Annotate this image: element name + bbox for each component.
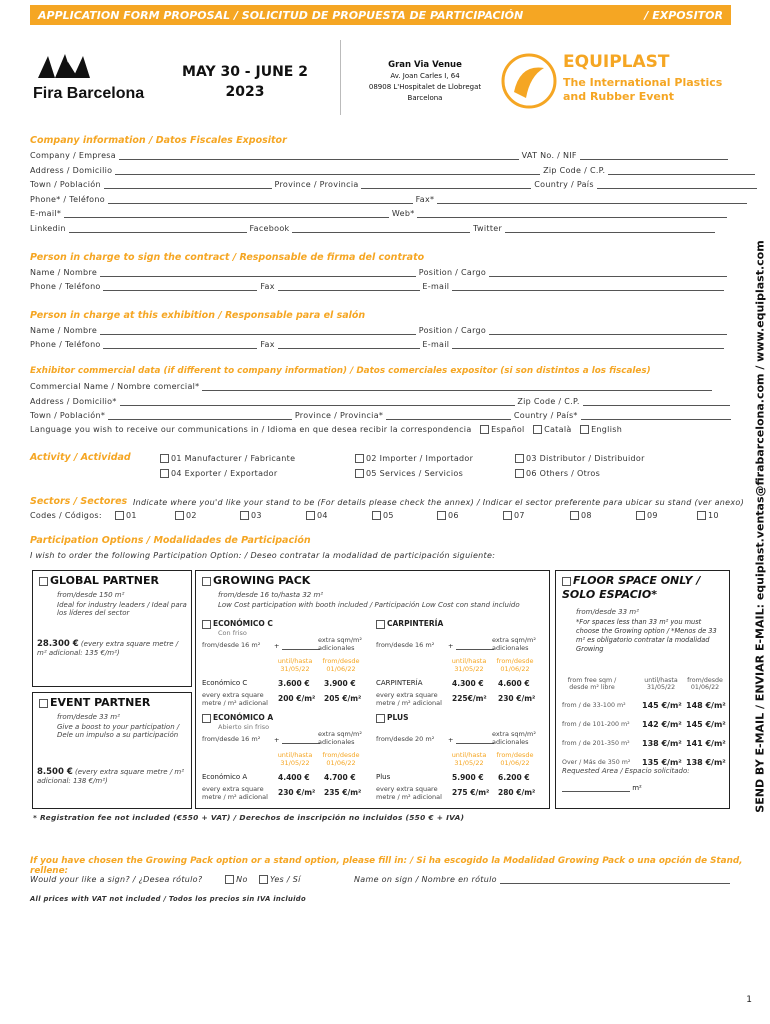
sector-code-04[interactable]: 04 [306,511,328,520]
requested-area-field[interactable] [562,783,630,792]
activity-opt-1[interactable]: 01 Manufacturer / Fabricante [160,454,295,463]
event-name: EQUIPLAST [563,52,670,72]
company-row-4: Phone* / Teléfono Fax* [30,195,747,204]
commercial-section-title: Exhibitor commercial data (if different to company information) / Datos comerciales expositor (si son distintos a los fiscales) [30,366,651,376]
contract-row-2: Phone / Teléfono Fax E-mail [30,282,724,291]
exhibition-email-field[interactable] [452,340,724,349]
linkedin-field[interactable] [69,224,247,233]
contract-name-field[interactable] [100,268,416,277]
extra-sqm-field[interactable] [456,735,494,744]
divider [340,40,341,115]
lang-ca-checkbox[interactable] [533,425,542,434]
pack-checkbox[interactable] [202,714,211,723]
contract-section-title: Person in charge to sign the contract / Responsable de firma del contrato [30,252,425,263]
activity-opt-2[interactable]: 02 Importer / Importador [355,454,473,463]
zip-field[interactable] [608,166,755,175]
contract-position-field[interactable] [489,268,727,277]
sector-code-08[interactable]: 08 [570,511,592,520]
equiplast-logo [500,52,740,113]
commercial-town-field[interactable] [108,411,292,420]
pack-2[interactable]: ECONÓMICO A Abierto sin friso from/desde 16 m² + extra sqm/m² adicionales until/hasta 31/05/22 from/desde 01/06/22 Económico A 4.400 € 4.700 € every extra square metre / m² adicional 230 €/m² 235 €/m² [202,713,362,801]
pack-0[interactable]: ECONÓMICO C Con friso from/desde 16 m² + extra sqm/m² adicionales until/hasta 31/05/22 from/desde 01/06/22 Económico C 3.600 € 3.900 € every extra square metre / m² adicional 200 €/m² 205 €/m² [202,619,362,707]
town-field[interactable] [104,180,272,189]
sectors-section-title: Sectors / Sectores [30,496,128,507]
sector-code-01[interactable]: 01 [115,511,137,520]
global-partner-checkbox[interactable] [39,577,48,586]
form-role: / EXPOSITOR [644,8,723,22]
sign-section-title: If you have chosen the Growing Pack option or a stand option, please fill in: / Si ha escogido la Modalidad Growing Pack o una opción de Stand, rellene: [30,856,743,876]
extra-sqm-field[interactable] [456,641,494,650]
pack-checkbox[interactable] [376,714,385,723]
company-field[interactable] [119,151,519,160]
company-row-6: Linkedin Facebook Twitter [30,224,715,233]
company-row-5: E-mail* Web* [30,209,727,218]
event-dates: MAY 30 - JUNE 2 2023 [182,64,308,100]
page-number: 1 [746,995,752,1005]
company-row-3: Town / Población Province / Provincia Country / País [30,180,757,189]
contract-phone-field[interactable] [103,282,257,291]
commercial-address-field[interactable] [120,397,515,406]
sector-code-06[interactable]: 06 [437,511,459,520]
equiplast-swirl-icon [500,52,558,110]
fax-field[interactable] [437,195,747,204]
pack-checkbox[interactable] [202,620,211,629]
participation-intro: I wish to order the following Participation Option: / Deseo contratar la modalidad de participación siguiente: [30,551,496,560]
growing-pack-checkbox[interactable] [202,577,211,586]
exhibition-row-2: Phone / Teléfono Fax E-mail [30,340,724,349]
company-row-1: Company / Empresa VAT No. / NIF [30,151,728,160]
extra-sqm-field[interactable] [282,735,320,744]
activity-opt-4[interactable]: 04 Exporter / Exportador [160,469,277,478]
pack-1[interactable]: CARPINTERÍA from/desde 16 m² + extra sqm/m² adicionales until/hasta 31/05/22 from/desde 01/06/22 CARPINTERÍA 4.300 € 4.600 € every extra square metre / m² adicional 225€/m² 230 €/m² [376,619,536,707]
growing-pack-box[interactable]: GROWING PACK from/desde 16 to/hasta 32 m² Low Cost participation with booth included / Participación Low Cost con stand incluido ECONÓMICO C Con friso from/desde 16 m² + extra sqm/m² adicionales until/hasta 31/05/22 from/desde 01/06/22 Económico C 3.600 € 3.900 € every extra square metre / m² adicional 200 €/m² 205 €/m² CARPINTERÍA from/desde 16 m² + extra sqm/m² adicionales until/hasta 31/05/22 from/desde 01/06/22 CARPINTERÍA 4.300 € 4.600 € every extra square metre / m² adicional 225€/m² 230 €/m² ECONÓMICO A Abierto sin friso from/desde 16 m² + extra sqm/m² adicionales until/hasta 31/05/22 from/desde 01/06/22 Económico A 4.400 € 4.700 € every extra square metre / m² adicional 230 €/m² 235 €/m² PLUS from/desde 20 m² + extra sqm/m² adicionales until/hasta 31/05/22 from/desde 01/06/22 Plus 5.900 € 6.200 € every extra square metre / m² adicional 275 €/m² 280 €/m² [195,570,550,809]
contract-email-field[interactable] [452,282,724,291]
registration-note: * Registration fee not included (€550 + VAT) / Derechos de inscripción no incluidos (550 € + IVA) [33,813,465,822]
sign-question-row: Would your like a sign? / ¿Desea rótulo? No Yes / Sí [30,875,301,884]
floor-space-box[interactable]: FLOOR SPACE ONLY / SOLO ESPACIO* from/desde 33 m² *For spaces less than 33 m² you must choose the Growing option / *Menos de 33 m² es obligatorio contratar la modalidad Growing from free sqm / desde m² libre until/hasta 31/05/22 from/desde 01/06/22 from / de 33-100 m² 145 €/m² 148 €/m² from / de 101-200 m² 142 €/m² 145 €/m² from / de 201-350 m² 138 €/m² 141 €/m² Over / Más de 350 m² 135 €/m² 138 €/m² Requested Area / Espacio solicitado: m² [555,570,730,809]
fira-logo [33,52,163,103]
language-row: Language you wish to receive our communications in / Idioma en que desea recibir la correspondencia Español Català English [30,425,623,434]
sectors-note: Indicate where you'd like your stand to be (For details please check the annex) / Indicar el sector preferente para ubicar su stand (ver anexo) [133,498,745,507]
company-section-title: Company information / Datos Fiscales Expositor [30,135,287,146]
global-partner-box[interactable]: GLOBAL PARTNER from/desde 150 m² Ideal for industry leaders / Ideal para los líderes del sector 28.300 € (every extra square metre / m² adicional: 135 €/m²) [32,570,192,687]
twitter-field[interactable] [505,224,715,233]
header [0,40,770,130]
sector-code-07[interactable]: 07 [503,511,525,520]
codes-label: Codes / Códigos: [30,511,102,520]
sign-no-checkbox[interactable] [225,875,234,884]
org-name: Fira Barcelona [33,85,145,102]
commercial-name-field[interactable] [202,382,712,391]
event-subtitle: The International Plastics and Rubber Event [563,76,723,103]
web-field[interactable] [417,209,727,218]
exhibition-name-field[interactable] [100,326,416,335]
commercial-row-2: Address / Domicilio* Zip Code / C.P. [30,397,730,406]
email-field[interactable] [64,209,389,218]
event-partner-checkbox[interactable] [39,699,48,708]
exhibition-position-field[interactable] [489,326,727,335]
commercial-row-1: Commercial Name / Nombre comercial* [30,382,712,391]
lang-es-checkbox[interactable] [480,425,489,434]
facebook-field[interactable] [292,224,470,233]
venue-info: Gran Via Venue Av. Joan Carles I, 64 08908 L'Hospitalet de Llobregat Barcelona [368,60,482,102]
commercial-zip-field[interactable] [583,397,730,406]
sign-yes-checkbox[interactable] [259,875,268,884]
phone-field[interactable] [108,195,413,204]
event-partner-box[interactable]: EVENT PARTNER from/desde 33 m² Give a boost to your participation / Dele un impulso a su participación 8.500 € (every extra square metre / m² adicional: 138 €/m²) [32,692,192,809]
vat-field[interactable] [580,151,728,160]
address-field[interactable] [115,166,540,175]
province-field[interactable] [361,180,531,189]
activity-opt-5[interactable]: 05 Services / Servicios [355,469,463,478]
commercial-country-field[interactable] [581,411,731,420]
exhibition-row-1: Name / Nombre Position / Cargo [30,326,727,335]
activity-opt-6[interactable]: 06 Others / Otros [515,469,600,478]
sector-code-05[interactable]: 05 [372,511,394,520]
activity-opt-3[interactable]: 03 Distributor / Distribuidor [515,454,645,463]
commercial-row-3: Town / Población* Province / Provincia* Country / País* [30,411,731,420]
contract-row-1: Name / Nombre Position / Cargo [30,268,727,277]
pack-checkbox[interactable] [376,620,385,629]
country-field[interactable] [597,180,757,189]
extra-sqm-field[interactable] [282,641,320,650]
exhibition-fax-field[interactable] [278,340,420,349]
sign-name-field[interactable] [500,875,730,884]
form-title: APPLICATION FORM PROPOSAL / SOLICITUD DE PROPUESTA DE PARTICIPACIÓN [38,8,524,22]
commercial-province-field[interactable] [386,411,511,420]
participation-section-title: Participation Options / Modalidades de Participación [30,535,311,546]
send-by-email-banner: SEND BY E-MAIL / ENVIAR E-MAIL: equiplast.ventas@firabarcelona.com / www.equiplast.com [753,240,767,813]
exhibition-section-title: Person in charge at this exhibition / Responsable para el salón [30,310,366,321]
pack-3[interactable]: PLUS from/desde 20 m² + extra sqm/m² adicionales until/hasta 31/05/22 from/desde 01/06/22 Plus 5.900 € 6.200 € every extra square metre / m² adicional 275 €/m² 280 €/m² [376,713,536,801]
sector-code-09[interactable]: 09 [636,511,658,520]
fira-mark-icon [33,52,103,80]
sector-code-02[interactable]: 02 [175,511,197,520]
activity-section-title: Activity / Actividad [30,452,131,463]
sign-name-row: Name on sign / Nombre en rótulo [354,875,730,884]
exhibition-phone-field[interactable] [103,340,257,349]
lang-en-checkbox[interactable] [580,425,589,434]
floor-space-checkbox[interactable] [562,577,571,586]
contract-fax-field[interactable] [278,282,420,291]
vat-note: All prices with VAT not included / Todos los precios sin IVA incluido [30,895,306,903]
title-bar [30,5,731,25]
company-row-2: Address / Domicilio Zip Code / C.P. [30,166,755,175]
sector-code-03[interactable]: 03 [240,511,262,520]
sector-code-10[interactable]: 10 [697,511,719,520]
